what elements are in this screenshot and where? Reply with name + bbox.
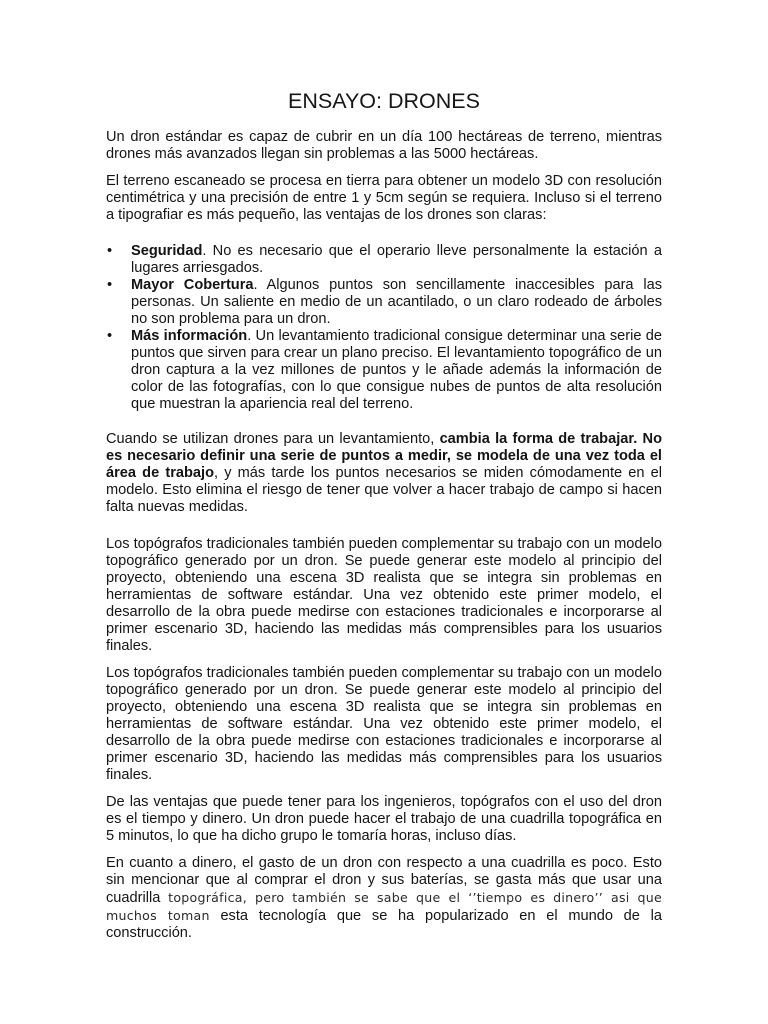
money-text-start: En cuanto a dinero, el gasto de un dron con respecto a una cuadrilla es poco. Esto sin mencionar que al comprar el dron y sus baterías, se gasta más que usar una cuadrilla [106,855,662,906]
workflow-text-end: , y más tarde los puntos necesarios se miden cómodamente en el modelo. Esto elimina el riesgo de tener que volver a hacer trabajo de campo si hacen falta nuevas medidas. [106,465,662,515]
money-text-middle: topográfica, pero también se sabe que el ‘’tiempo es dinero’’ asi que muchos toman [106,890,662,923]
list-item-seguridad [106,243,662,277]
paragraph-surveyors-1: Los topógrafos tradicionales también pueden complementar su trabajo con un modelo topográfico generado por un dron. Se puede generar este modelo al principio del proyecto, obteniendo una escena 3D realista que se integra sin problemas en herramientas de software estándar. Una vez obtenido este primer modelo, el desarrollo de la obra puede medirse con estaciones tradicionales e incorporarse al primer escenario 3D, haciendo las medidas más comprensibles para los usuarios finales. [106,536,662,654]
workflow-highlight: cambia la forma de trabajar. No es necesario definir una serie de puntos a medir, se modela de una vez toda el área de trabajo [106,431,662,481]
list-item-informacion [106,328,662,413]
paragraph-surveyors-2: Los topógrafos tradicionales también pueden complementar su trabajo con un modelo topográfico generado por un dron. Se puede generar este modelo al principio del proyecto, obteniendo una escena 3D realista que se integra sin problemas en herramientas de software estándar. Una vez obtenido este primer modelo, el desarrollo de la obra puede medirse con estaciones tradicionales e incorporarse al primer escenario 3D, haciendo las medidas más comprensibles para los usuarios finales. [106,665,662,783]
list-item-label: Más información [131,328,248,344]
list-item-label: Seguridad [131,243,203,259]
list-item-text: . Algunos puntos son sencillamente inaccesibles para las personas. Un saliente en medio de un acantilado, o un claro rodeado de árboles no son problema para un dron. [131,277,662,327]
bullet-icon: • [107,243,113,259]
workflow-text-start: Cuando se utilizan drones para un levantamiento, [106,431,440,447]
paragraph-money [106,855,662,942]
money-text-end: esta tecnología que se ha popularizado en el mundo de la construcción. [106,908,662,941]
paragraph-time: De las ventajas que puede tener para los ingenieros, topógrafos con el uso del dron es el tiempo y dinero. Un dron puede hacer el trabajo de una cuadrilla topográfica en 5 minutos, lo que ha dicho grupo le tomaría horas, incluso días. [106,794,662,844]
list-item-text: . Un levantamiento tradicional consigue determinar una serie de puntos que sirven para crear un plano preciso. El levantamiento topográfico de un dron captura a la vez millones de puntos y le añade además la información de color de las fotografías, con lo que consigue nubes de puntos de alta resolución que muestran la apariencia real del terreno. [131,328,662,412]
paragraph-intro: Un dron estándar es capaz de cubrir en un día 100 hectáreas de terreno, mientras drones más avanzados llegan sin problemas a las 5000 hectáreas. [106,129,662,162]
bullet-icon: • [107,277,113,293]
list-item-cobertura [106,277,662,328]
paragraph-terrain: El terreno escaneado se procesa en tierra para obtener un modelo 3D con resolución centimétrica y una precisión de entre 1 y 5cm según se requiera. Incluso si el terreno a tipografiar es más pequeño, las ventajas de los drones son claras: [106,173,662,223]
list-item-text: . No es necesario que el operario lleve personalmente la estación a lugares arriesgados. [131,243,662,276]
bullet-icon: • [107,328,113,344]
document-title: ENSAYO: DRONES [288,89,480,113]
document-page [106,88,662,952]
list-item-label: Mayor Cobertura [131,277,254,293]
paragraph-workflow [106,431,662,516]
advantages-list [106,243,662,413]
